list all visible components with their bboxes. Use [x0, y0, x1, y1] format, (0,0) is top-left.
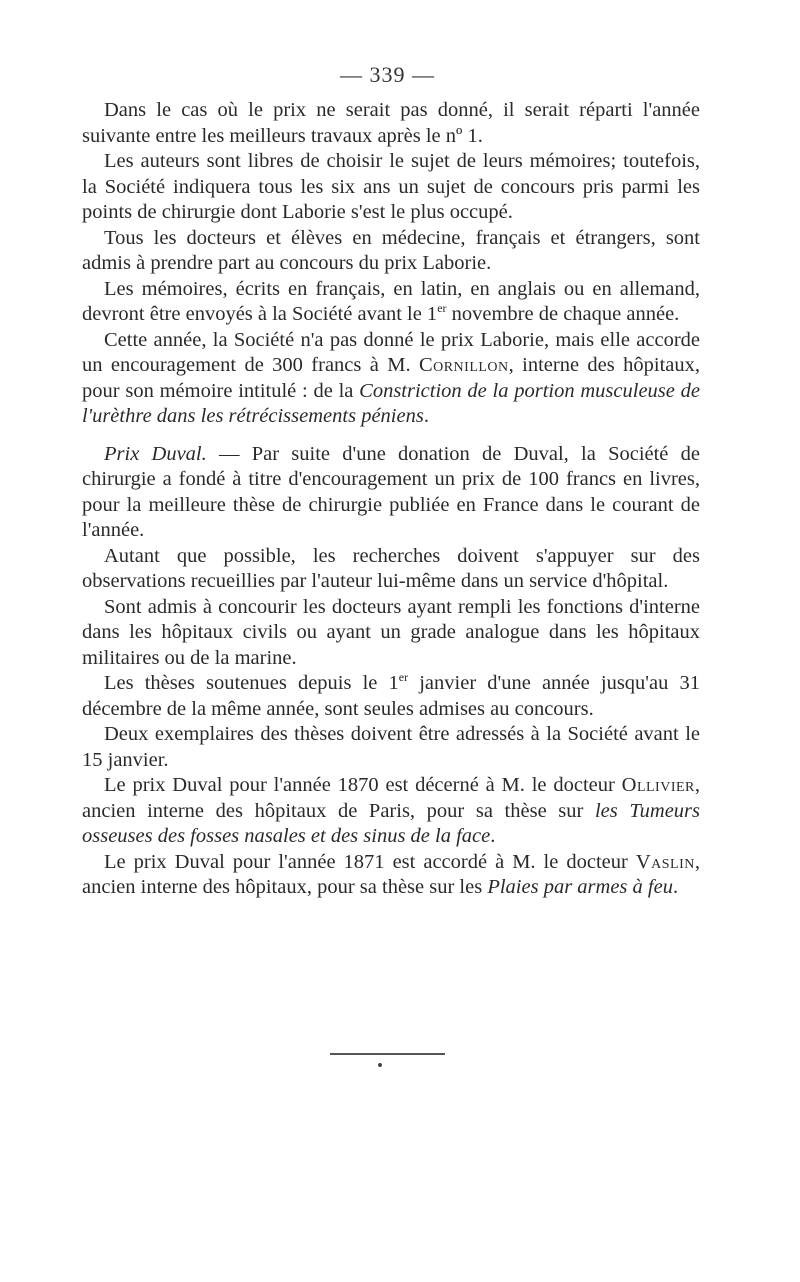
paragraph-prix-duval: Prix Duval. — Par suite d'une donation de Duval, la Société de chirurgie a fondé à titre d'encouragement un prix de 100 francs en livres, pour la meilleure thèse de chirurgie publiée en France dans le courant de l'année. — [82, 442, 700, 541]
work-title: les Tumeurs osseuses des fosses nasales et des sinus de la face — [82, 799, 701, 847]
paragraph-submission: Les mémoires, écrits en français, en latin, en anglais ou en allemand, devront être envoyés à la Société avant le 1er novembre de chaque année. — [82, 277, 700, 325]
paragraph-admission: Sont admis à concourir les docteurs ayant rempli les fonctions d'interne dans les hôpitaux civils ou ayant un grade analogue dans les hôpitaux militaires ou de la marine. — [82, 595, 700, 669]
person-name: Ollivier — [621, 774, 695, 796]
paragraph-observations: Autant que possible, les recherches doivent s'appuyer sur des observations recueillies par l'auteur lui-même dans un service d'hôpital. — [82, 544, 700, 592]
paragraph-prize-not-awarded: Dans le cas où le prix ne serait pas donné, il serait réparti l'année suivante entre les meilleurs travaux après le nº 1. — [82, 99, 700, 147]
section-heading: Prix Duval. — [104, 442, 207, 465]
paragraph-eligibility: Tous les docteurs et élèves en médecine, français et étrangers, sont admis à prendre part au concours du prix Laborie. — [82, 226, 700, 274]
work-title: Constriction de la portion musculeuse de l'urèthre dans les rétrécissements péniens — [82, 379, 700, 427]
page-number: — 339 — — [340, 62, 435, 87]
section-divider — [330, 1053, 445, 1055]
person-name: Cornillon — [418, 354, 509, 376]
body-text — [82, 98, 700, 901]
paragraph-theses-dates: Les thèses soutenues depuis le 1er janvier d'une année jusqu'au 31 décembre de la même année, sont seules admises au concours. — [82, 670, 700, 720]
paragraph-prize-1870: Le prix Duval pour l'année 1870 est décerné à M. le docteur Ollivier, ancien interne des hôpitaux de Paris, pour sa thèse sur les Tumeurs osseuses des fosses nasales et des sinus de la face. — [82, 774, 701, 847]
paragraph-prize-1871: Le prix Duval pour l'année 1871 est accordé à M. le docteur Vaslin, ancien interne des hôpitaux, pour sa thèse sur les Plaies par armes à feu. — [82, 850, 700, 898]
work-title: Plaies par armes à feu — [487, 876, 673, 898]
divider-dot — [378, 1063, 382, 1067]
paragraph-subject-choice: Les auteurs sont libres de choisir le sujet de leurs mémoires; toutefois, la Société indiquera tous les six ans un sujet de concours pris parmi les points de chirurgie dont Laborie s'est le plus occupé. — [82, 150, 700, 223]
paragraph-encouragement: Cette année, la Société n'a pas donné le prix Laborie, mais elle accorde un encouragement de 300 francs à M. Cornillon, interne des hôpitaux, pour son mémoire intitulé : de la Constriction de la portion musculeuse de l'urèthre dans les rétrécissements péniens. — [82, 328, 700, 427]
paragraph-copies: Deux exemplaires des thèses doivent être adressés à la Société avant le 15 janvier. — [82, 723, 700, 771]
person-name: Vaslin — [635, 850, 695, 873]
